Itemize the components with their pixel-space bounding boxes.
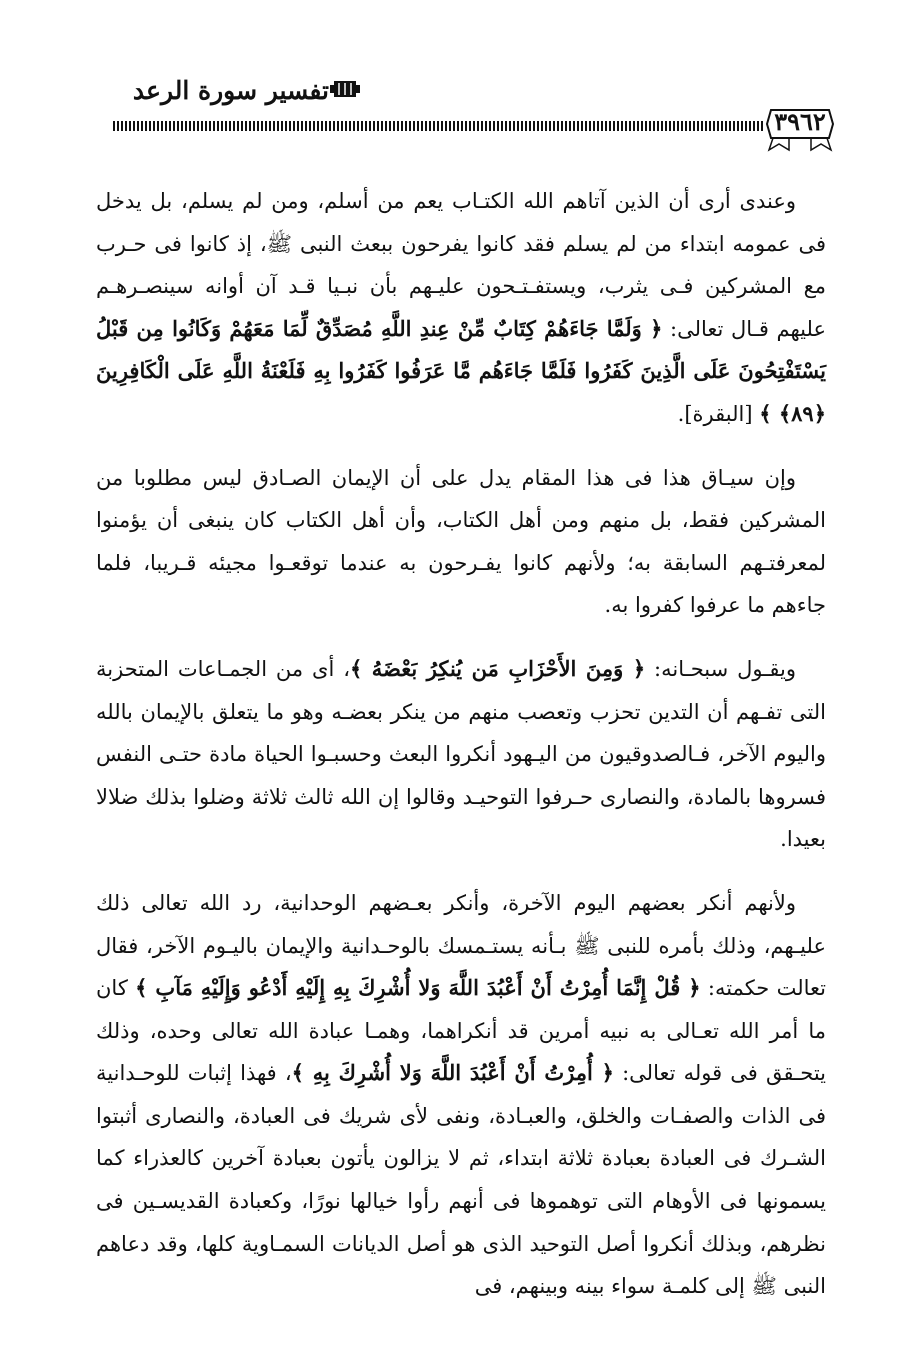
paragraph-text: ، أى من الجمـاعات المتحزبة التى تفـهم أن التدين تحزب وتعصب منهم من ينكر بعضـه وهو ما يتعلق بالإيمان بالله واليوم الآخر، فـالصدوقيون من اليـهود أنكروا البعث وحسبـوا الحياة مادة حتـى النفس فسروها بالمادة، والنصارى حـرفوا التوحيـد وقالوا إن الله ثالث ثلاثة وضلوا بذلك ضلالا بعيدا. bbox=[96, 656, 826, 852]
paragraph bbox=[96, 648, 826, 861]
page-number: ٣٩٦٢ bbox=[774, 107, 826, 136]
paragraph-text: كان ما أمر الله تعـالى به نبيه أمرين قد أنكراهما، وهمـا عبادة الله تعالى وحده، وذلك يتحـقق فى قوله تعالى: bbox=[96, 976, 826, 1086]
paragraph-text: ويقـول سبحـانه: bbox=[645, 656, 796, 681]
paragraph-text: ، فهذا إثبات للوحـدانية فى الذات والصفـات والخلق، والعبـادة، ونفى لأى شريك فى العبادة، والنصارى أثبتوا الشـرك فى العبادة بعبادة ثلاثة ابتداء، ثم لا يزالون يأتون بعبادة آخرين كالعذراء كما يسمونها فى الأوهام التى توهموها فى أنهم رأوا خيالها نورًا، وكعبادة القديسـين فى نظرهم، وبذلك أنكروا أصل التوحيد الذى هو أصل الديانات السمـاوية كلها، وقد دعاهم النبى ﷺ إلى كلمـة سواء بينه وبينهم، فى bbox=[96, 1061, 826, 1299]
ornament-icon bbox=[330, 78, 360, 100]
header-rule bbox=[113, 121, 765, 131]
paragraph-text: وإن سيـاق هذا فى هذا المقام يدل على أن الإيمان الصـادق ليس مطلوبا من المشركين فقط، بل منهم ومن أهل الكتاب، وأن أهل الكتاب كان ينبغى أن يؤمنوا لمعرفتـهم السابقة به؛ ولأنهم كانوا يفـرحون به عندما توقعـوا مجيئه قـريبا، فلما جاءهم ما عرفوا كفروا به. bbox=[96, 465, 826, 618]
page-body bbox=[96, 180, 826, 1329]
quran-verse: ﴿ قُلْ إِنَّمَا أُمِرْتُ أَنْ أَعْبُدَ اللَّهَ وَلا أُشْرِكَ بِهِ إِلَيْهِ أَدْعُو وَإِلَيْهِ مَآبِ ﴾ bbox=[135, 975, 701, 1001]
paragraph-text: وعندى أرى أن الذين آتاهم الله الكتـاب يعم من أسلم، ومن لم يسلم، بل يدخل فى عمومه ابتداء من لم يسلم فقد كانوا يفرحون ببعث النبى ﷺ، إذ كانوا فى حـرب مع المشركين فـى يثرب، ويستفـتـحون عليـهم بأن نبـيا قـد آن أوانه سينصـرهـم عليهم قـال تعالى: bbox=[96, 189, 826, 341]
running-title: تفسير سورة الرعد bbox=[132, 76, 329, 105]
quran-verse: ﴿ وَمِنَ الأَحْزَابِ مَن يُنكِرُ بَعْضَهُ ﴾ bbox=[349, 655, 646, 681]
paragraph-text: ولأنهم أنكر بعضهم اليوم الآخرة، وأنكر بعـضهم الوحدانية، رد الله تعالى ذلك عليـهم، وذلك بأمره للنبى ﷺ بـأنه يستـمسك بالوحـدانية والإيمان باليـوم الآخر، فقال تعالت حكمته: bbox=[96, 890, 826, 1001]
paragraph bbox=[96, 457, 826, 627]
paragraph bbox=[96, 882, 826, 1308]
quran-verse: ﴿ أُمِرْتُ أَنْ أَعْبُدَ اللَّهَ وَلا أُشْرِكَ بِهِ ﴾ bbox=[291, 1060, 614, 1086]
paragraph-text: [البقرة]. bbox=[677, 401, 760, 426]
quran-verse: ﴿ وَلَمَّا جَاءَهُمْ كِتَابٌ مِّنْ عِندِ اللَّهِ مُصَدِّقٌ لِّمَا مَعَهُمْ وَكَانُوا مِن قَبْلُ يَسْتَفْتِحُونَ عَلَى الَّذِينَ كَفَرُوا فَلَمَّا جَاءَهُم مَّا عَرَفُوا كَفَرُوا بِهِ فَلَعْنَةُ اللَّهِ عَلَى الْكَافِرِينَ ﴿٨٩﴾ ﴾ bbox=[96, 315, 826, 426]
page-header bbox=[0, 0, 919, 160]
paragraph bbox=[96, 180, 826, 436]
